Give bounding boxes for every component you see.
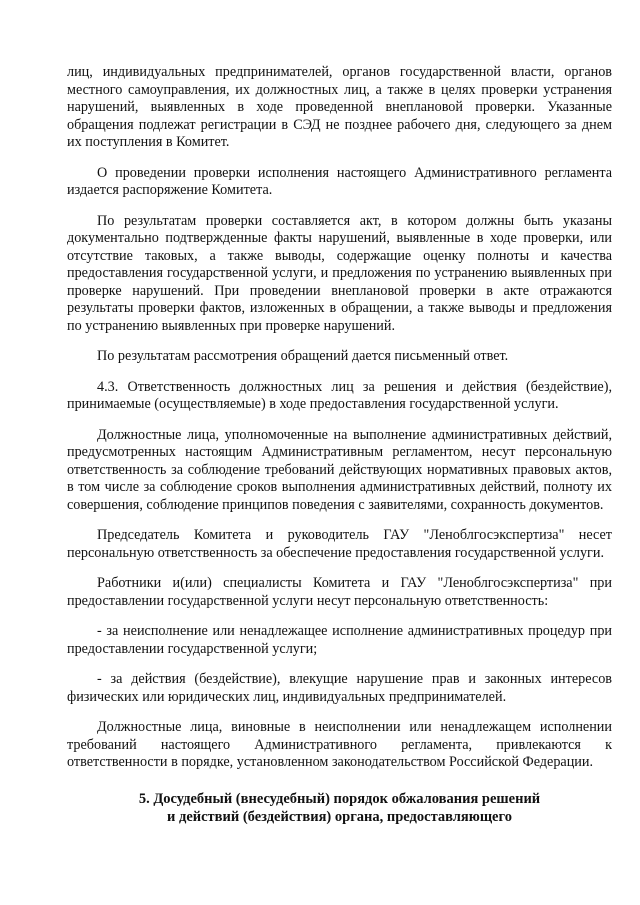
document-body [67, 64, 612, 826]
paragraph-employees-responsibility: Работники и(или) специалисты Комитета и ГАУ "Леноблгосэкспертиза" при предоставлении государственной услуги несут персональную ответственность: [67, 575, 612, 609]
paragraph-chairman-responsibility: Председатель Комитета и руководитель ГАУ "Леноблгосэкспертиза" несет персональную ответственность за обеспечение предоставления государственной услуги. [67, 527, 612, 561]
paragraph-order-issued: О проведении проверки исполнения настоящего Административного регламента издается распоряжение Комитета. [67, 164, 612, 198]
section-5-heading-line2: и действий (бездействия) органа, предоставляющего [167, 808, 512, 825]
section-5-heading [67, 790, 612, 826]
section-4-3-title: 4.3. Ответственность должностных лиц за решения и действия (бездействие), принимаемые (осуществляемые) в ходе предоставления государственной услуги. [67, 378, 612, 412]
paragraph-officials-responsibility: Должностные лица, уполномоченные на выполнение административных действий, предусмотренных настоящим Административным регламентом, несут персональную ответственность за соблюдение требований действующих нормативных правовых актов, в том числе за соблюдение сроков выполнения административных действий, полноту их совершения, соблюдение принципов поведения с заявителями, сохранность документов. [67, 426, 612, 513]
list-item-actions: - за действия (бездействие), влекущие нарушение прав и законных интересов физических или юридических лиц, индивидуальных предпринимателей. [67, 671, 612, 705]
paragraph-continuation: лиц, индивидуальных предпринимателей, органов государственной власти, органов местного самоуправления, их должностных лиц, а также в целях проверки устранения нарушений, выявленных в ходе проведенной внеплановой проверки. Указанные обращения подлежат регистрации в СЭД не позднее рабочего дня, следующего за днем их поступления в Комитет. [67, 64, 612, 150]
paragraph-guilty-officials: Должностные лица, виновные в неисполнении или ненадлежащем исполнении требований настоящего Административного регламента, привлекаются к ответственности в порядке, установленном законодательством Российской Федерации. [67, 719, 612, 770]
list-item-nonperformance: - за неисполнение или ненадлежащее исполнение административных процедур при предоставлении государственной услуги; [67, 623, 612, 657]
paragraph-inspection-act: По результатам проверки составляется акт, в котором должны быть указаны документально подтвержденные факты нарушений, выявленные в ходе проверки, или отсутствие таковых, а также выводы, содержащие оценку полноты и качества предоставления государственной услуги, и предложения по устранению выявленных при проверке нарушений. При проведении внеплановой проверки в акте отражаются результаты проверки фактов, изложенных в обращении, а также выводы и предложения по устранению выявленных при проверке нарушений. [67, 212, 612, 334]
section-5-heading-line1: 5. Досудебный (внесудебный) порядок обжалования решений [138, 790, 541, 807]
paragraph-written-reply: По результатам рассмотрения обращений дается письменный ответ. [97, 348, 509, 364]
